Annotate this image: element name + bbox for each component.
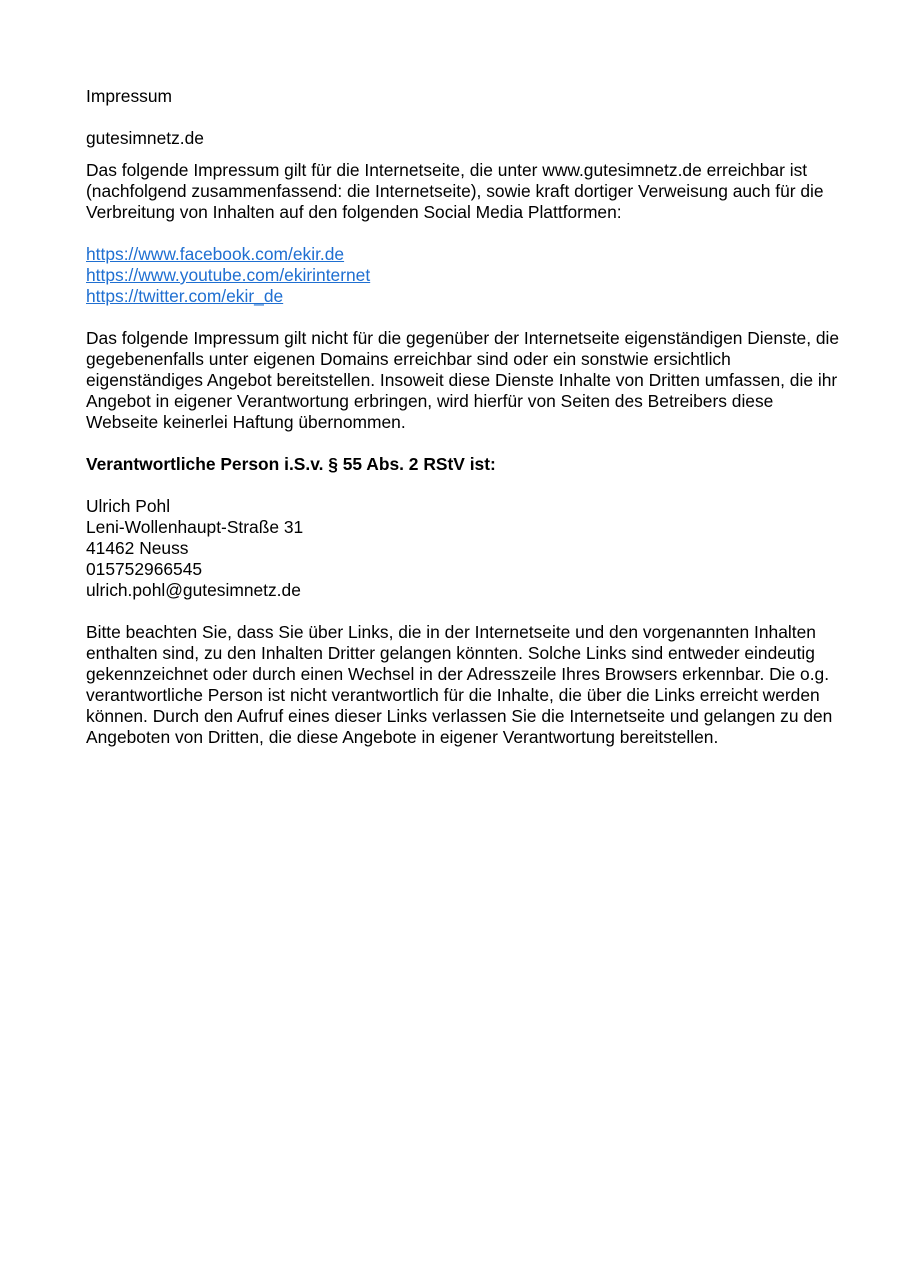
- intro-paragraph: Das folgende Impressum gilt für die Internetseite, die unter www.gutesimnetz.de erreichbar ist (nachfolgend zusammenfassend: die Internetseite), sowie kraft dortiger Verweisung auch für die Verbreitung von Inhalten auf den folgenden Social Media Plattformen:: [86, 160, 824, 222]
- facebook-link[interactable]: https://www.facebook.com/ekir.de: [86, 244, 345, 264]
- contact-city: 41462 Neuss: [86, 538, 189, 558]
- twitter-link[interactable]: https://twitter.com/ekir_de: [86, 286, 284, 306]
- disclaimer-paragraph: Das folgende Impressum gilt nicht für die gegenüber der Internetseite eigenständigen Dienste, die gegebenenfalls unter eigenen Domains erreichbar sind oder ein sonstwie ersichtlich eigenständiges Angebot bereitstellen. Insoweit diese Dienste Inhalte von Dritten umfassen, die ihr Angebot in eigener Verantwortung erbringen, wird hierfür von Seiten des Betreibers diese Webseite keinerlei Haftung übernommen.: [86, 328, 840, 432]
- links-notice-paragraph: Bitte beachten Sie, dass Sie über Links, die in der Internetseite und den vorgenannten Inhalten enthalten sind, zu den Inhalten Dritter gelangen könnten. Solche Links sind entweder eindeutig gekennzeichnet oder durch einen Wechsel in der Adresszeile Ihres Browsers erkennbar. Die o.g. verantwortliche Person ist nicht verantwortlich für die Inhalte, die über die Links erreicht werden können. Durch den Aufruf eines dieser Links verlassen Sie die Internetseite und gelangen zu den Angeboten von Dritten, die diese Angebote in eigener Verantwortung bereitstellen.: [86, 622, 833, 747]
- site-name: gutesimnetz.de: [86, 128, 204, 148]
- contact-name: Ulrich Pohl: [86, 496, 171, 516]
- document-title: Impressum: [86, 86, 173, 106]
- responsible-person-heading: Verantwortliche Person i.S.v. § 55 Abs. 2 RStV ist:: [86, 454, 496, 474]
- impressum-document: [86, 86, 846, 748]
- contact-phone: 015752966545: [86, 559, 203, 579]
- youtube-link[interactable]: https://www.youtube.com/ekirinternet: [86, 265, 371, 285]
- social-media-links: [86, 244, 846, 307]
- contact-street: Leni-Wollenhaupt-Straße 31: [86, 517, 304, 537]
- contact-address: [86, 496, 846, 601]
- contact-email: ulrich.pohl@gutesimnetz.de: [86, 580, 301, 600]
